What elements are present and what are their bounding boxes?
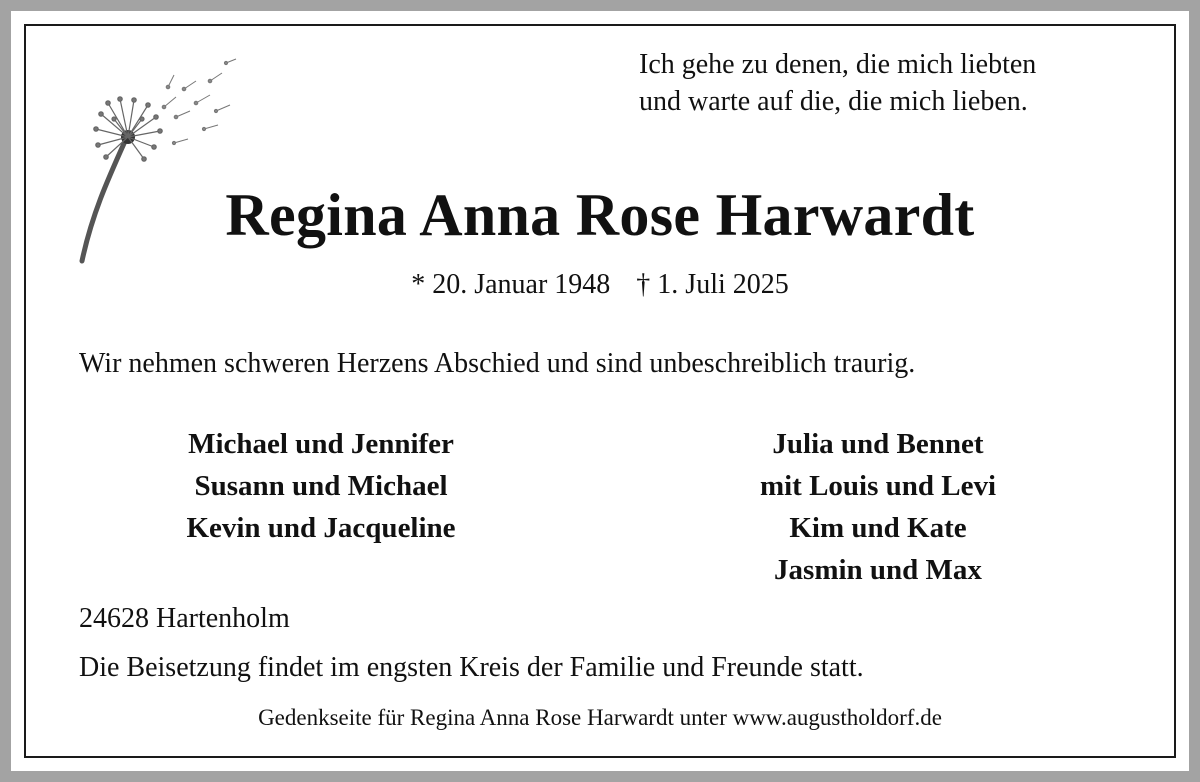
funeral-note: Die Beisetzung findet im engsten Kreis der Familie und Freunde statt. — [79, 652, 864, 683]
mourner-line: Susann und Michael — [194, 470, 448, 502]
mourner-line: Julia und Bennet — [772, 428, 984, 460]
mourners-left-column — [101, 423, 541, 549]
dandelion-seeds — [94, 97, 162, 161]
verse-line: Ich gehe zu denen, die mich liebten — [639, 49, 1037, 80]
mourner-line: Kevin und Jacqueline — [186, 512, 456, 544]
mourners-right-column — [658, 423, 1098, 591]
death-date: † 1. Juli 2025 — [636, 269, 789, 300]
memorial-page-note: Gedenkseite für Regina Anna Rose Harwardt unter www.augustholdorf.de — [258, 705, 942, 730]
verse — [639, 46, 1036, 120]
place: 24628 Hartenholm — [79, 603, 290, 634]
flying-seeds — [162, 59, 236, 145]
mourner-line: Jasmin und Max — [774, 554, 982, 586]
deceased-name: Regina Anna Rose Harwardt — [225, 182, 975, 248]
obituary-card — [11, 11, 1189, 771]
mourner-line: mit Louis und Levi — [759, 470, 997, 502]
farewell-statement: Wir nehmen schweren Herzens Abschied und sind unbeschreiblich traurig. — [79, 348, 916, 379]
life-dates — [11, 269, 1189, 301]
mourner-line: Michael und Jennifer — [188, 428, 454, 460]
birth-date: * 20. Januar 1948 — [411, 269, 611, 300]
mourner-line: Kim und Kate — [789, 512, 967, 544]
verse-line: und warte auf die, die mich lieben. — [639, 86, 1028, 117]
